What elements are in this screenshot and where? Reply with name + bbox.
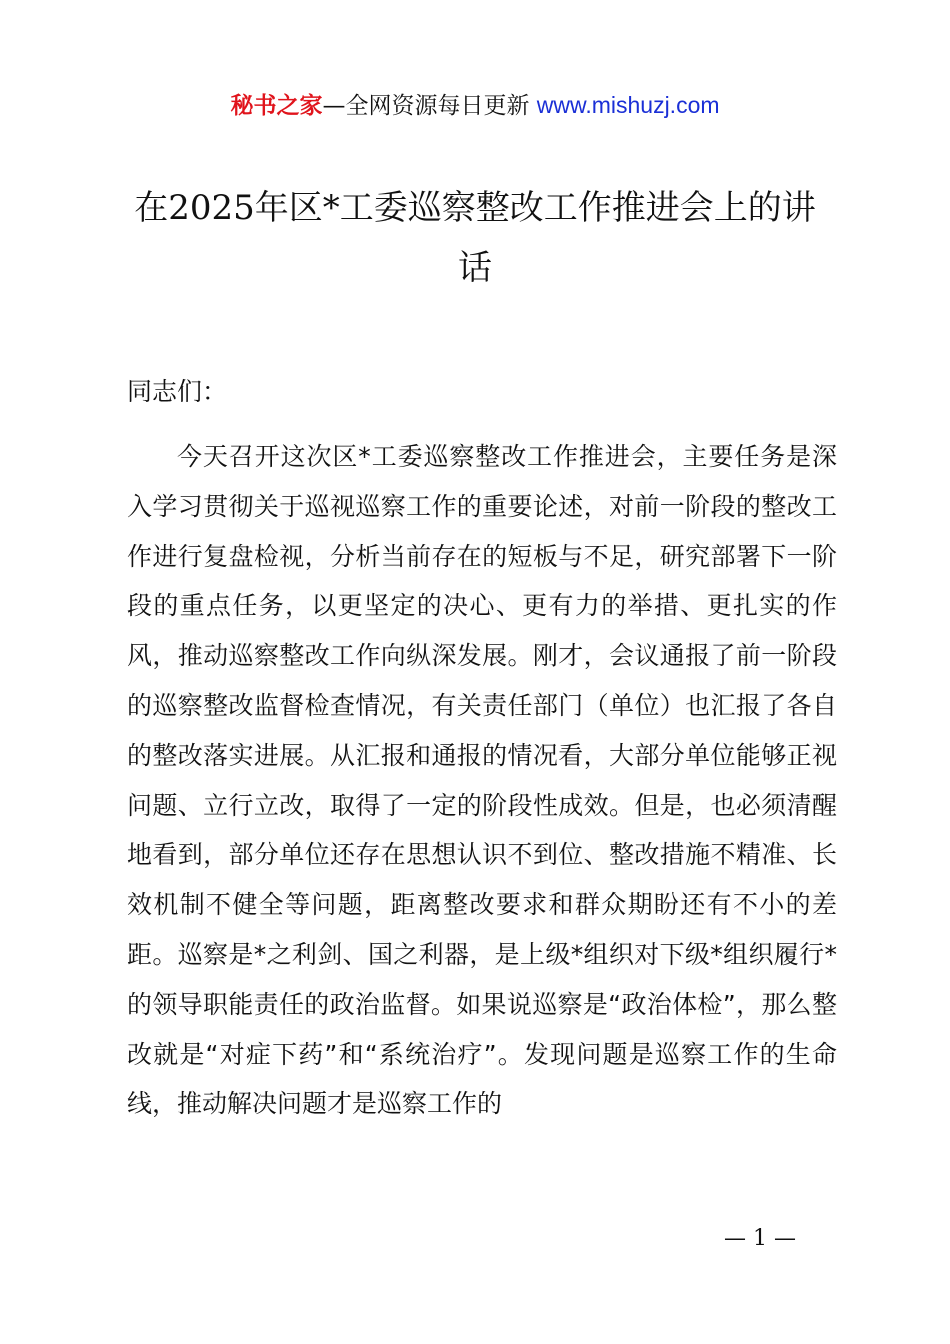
header-tagline: —全网资源每日更新 <box>322 93 530 119</box>
site-header <box>0 88 950 123</box>
body-paragraph: 今天召开这次区*工委巡察整改工作推进会，主要任务是深入学习贯彻关于巡视巡察工作的重要论述，对前一阶段的整改工作进行复盘检视，分析当前存在的短板与不足，研究部署下一阶段的重点任务，以更坚定的决心、更有力的举措、更扎实的作风，推动巡察整改工作向纵深发展。刚才，会议通报了前一阶段的巡察整改监督检查情况，有关责任部门（单位）也汇报了各自的整改落实进展。从汇报和通报的情况看，大部分单位能够正视问题、立行立改，取得了一定的阶段性成效。但是，也必须清醒地看到，部分单位还存在思想认识不到位、整改措施不精准、长效机制不健全等问题，距离整改要求和群众期盼还有不小的差距。巡察是*之利剑、国之利器，是上级*组织对下级*组织履行*的领导职能责任的政治监督。如果说巡察是“政治体检”，那么整改就是“对症下药”和“系统治疗”。发现问题是巡察工作的生命线，推动解决问题才是巡察工作的 <box>127 442 837 1119</box>
page-number: — 1 — <box>724 1226 796 1251</box>
document-title: 在2025年区*工委巡察整改工作推进会上的讲话 <box>134 188 816 288</box>
salutation: 同志们： <box>127 377 228 406</box>
brand-name: 秘书之家 <box>230 93 323 119</box>
site-url-link[interactable]: www.mishuzj.com <box>536 92 720 118</box>
